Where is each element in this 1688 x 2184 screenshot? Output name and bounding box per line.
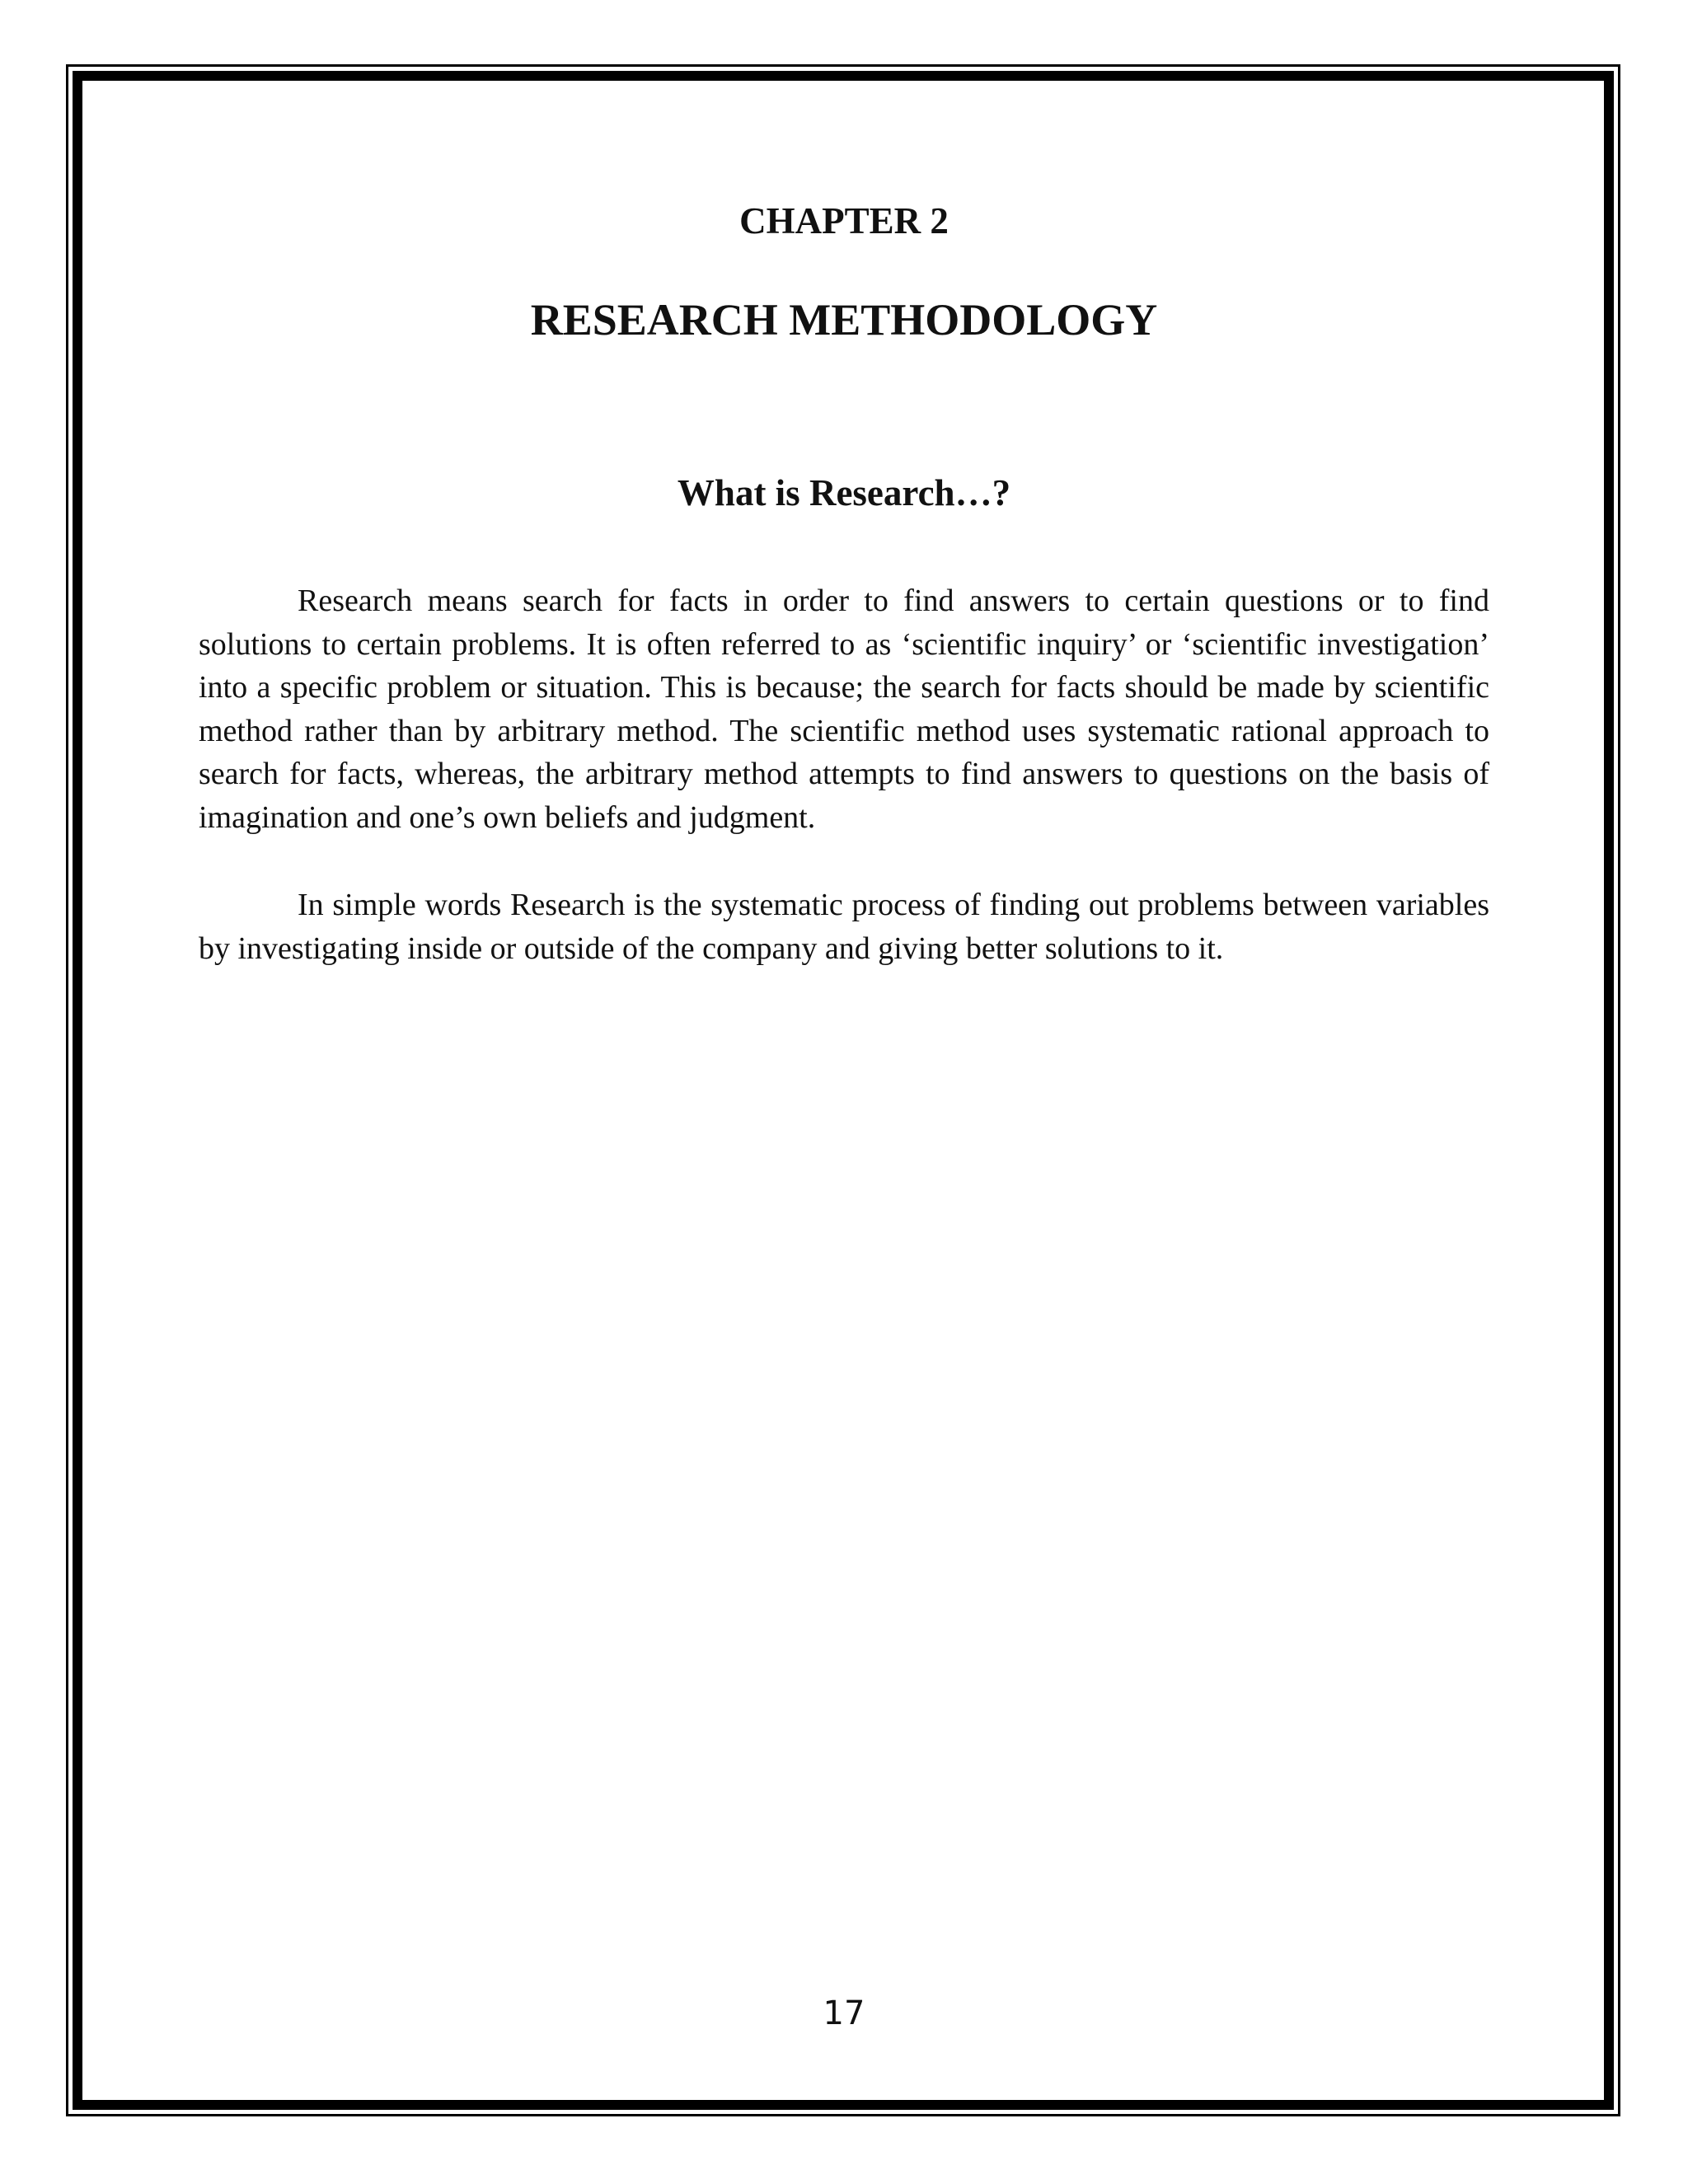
chapter-label: CHAPTER 2 — [739, 200, 949, 241]
chapter-title: RESEARCH METHODOLOGY — [530, 295, 1158, 344]
page-border-inner — [73, 71, 1614, 2110]
paragraph-2 — [199, 883, 1489, 970]
page-number: 17 — [823, 1994, 865, 2032]
paragraph-1-text: Research means search for facts in order to find answers to certain questions or to find solutions to certain problems. It is often referred to as ‘scientific inquiry’ or ‘scientific investigation’ into a specific problem or situation. This is because; the search for facts should be made by scientific method rather than by arbitrary method. The scientific method uses systematic rational approach to search for facts, whereas, the arbitrary method attempts to find answers to questions on the basis of imagination and one’s own beliefs and judgment. — [199, 583, 1489, 835]
section-heading: What is Research…? — [677, 472, 1011, 513]
paragraph-2-text: In simple words Research is the systematic process of finding out problems between variables by investigating inside or outside of the company and giving better solutions to it. — [199, 888, 1489, 966]
paragraph-1 — [199, 579, 1489, 839]
